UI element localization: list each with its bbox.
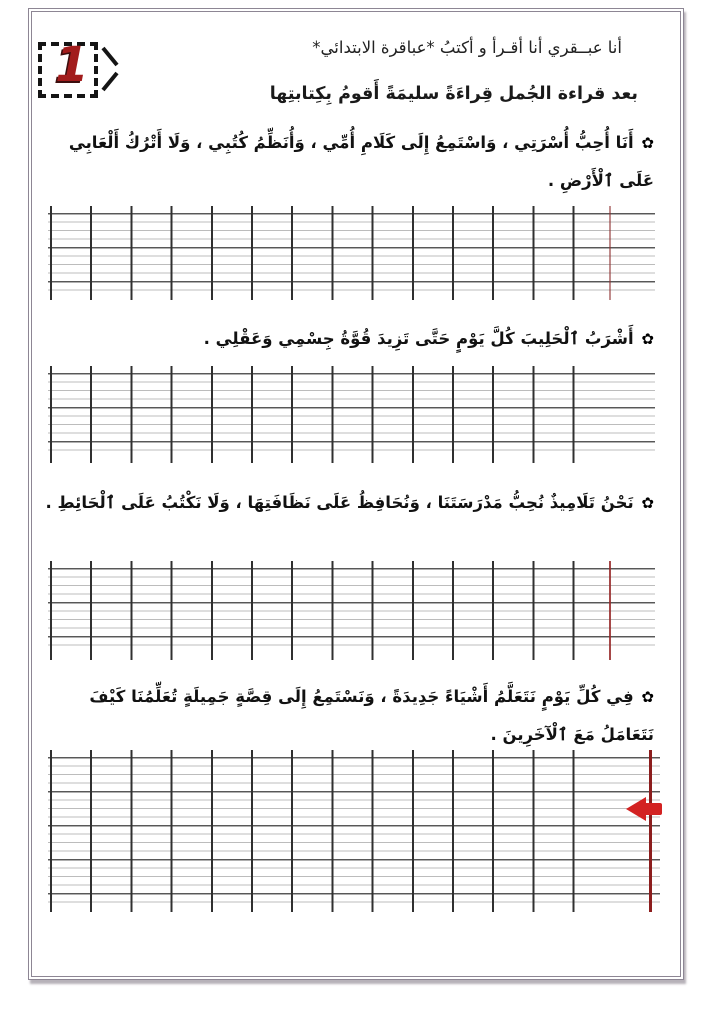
sentence-1	[32, 124, 654, 199]
flower-bullet-icon: ✿	[641, 134, 654, 152]
sentence-4-text: فِي كُلِّ يَوْمٍ نَتَعَلَّمُ أَشْيَاءً جَدِيدَةً ، وَنَسْتَمِعُ إِلَى قِصَّةٍ جَمِيلَةٍ تُعَلِّمُنَا كَيْفَ نَتَعَامَلُ مَعَ ٱلْآخَرِينَ .	[89, 687, 654, 744]
grid-columns	[50, 561, 613, 660]
writing-grid-4	[48, 750, 660, 912]
worksheet-page	[28, 8, 684, 980]
grid-columns	[50, 750, 613, 912]
margin-line	[609, 206, 611, 300]
margin-line	[609, 561, 611, 660]
sentence-3-text: نَحْنُ تَلَامِيذٌ نُحِبُّ مَدْرَسَتَنَا ، وَنُحَافِظُ عَلَى نَظَافَتِهَا ، وَلَا نَكْتُبُ عَلَى ٱلْحَائِطِ .	[45, 493, 634, 512]
flower-bullet-icon: ✿	[641, 494, 654, 512]
lesson-number: 1	[55, 37, 89, 93]
sentence-1-text: أَنَا أُحِبُّ أُسْرَتِي ، وَاسْتَمِعُ إِلَى كَلَامِ أُمِّي ، وَأُنَظِّمُ كُتُبِي ، وَلَا أَتْرُكُ أَلْعَابِي عَلَى ٱلْأَرْضِ .	[68, 133, 654, 190]
lesson-number-badge	[38, 37, 122, 98]
instruction-text: بعد قراءة الجُمل قِراءَةً سليمَةً أَقومُ بِكِتابتِها	[269, 84, 638, 104]
sentence-2-text: أَشْرَبُ ٱلْحَلِيبَ كُلَّ يَوْمٍ حَتَّى تَزِيدَ قُوَّةُ جِسْمِي وَعَقْلِي .	[203, 329, 634, 348]
left-arrow-icon	[626, 797, 666, 821]
flower-bullet-icon: ✿	[641, 688, 654, 706]
chevron-right-icon	[100, 46, 122, 92]
sentence-3	[46, 484, 655, 522]
sentence-2	[204, 320, 654, 358]
grid-columns	[50, 206, 613, 300]
sentence-4	[62, 678, 654, 753]
writing-grid-1	[48, 206, 655, 300]
grid-columns	[50, 366, 613, 463]
writing-grid-3	[48, 561, 655, 660]
writing-grid-2	[48, 366, 655, 463]
flower-bullet-icon: ✿	[641, 330, 654, 348]
page-title: أنا عبــقري أنا أقـرأ و أكتبُ *عباقرة الابتدائي*	[312, 38, 622, 57]
margin-line	[649, 750, 652, 912]
